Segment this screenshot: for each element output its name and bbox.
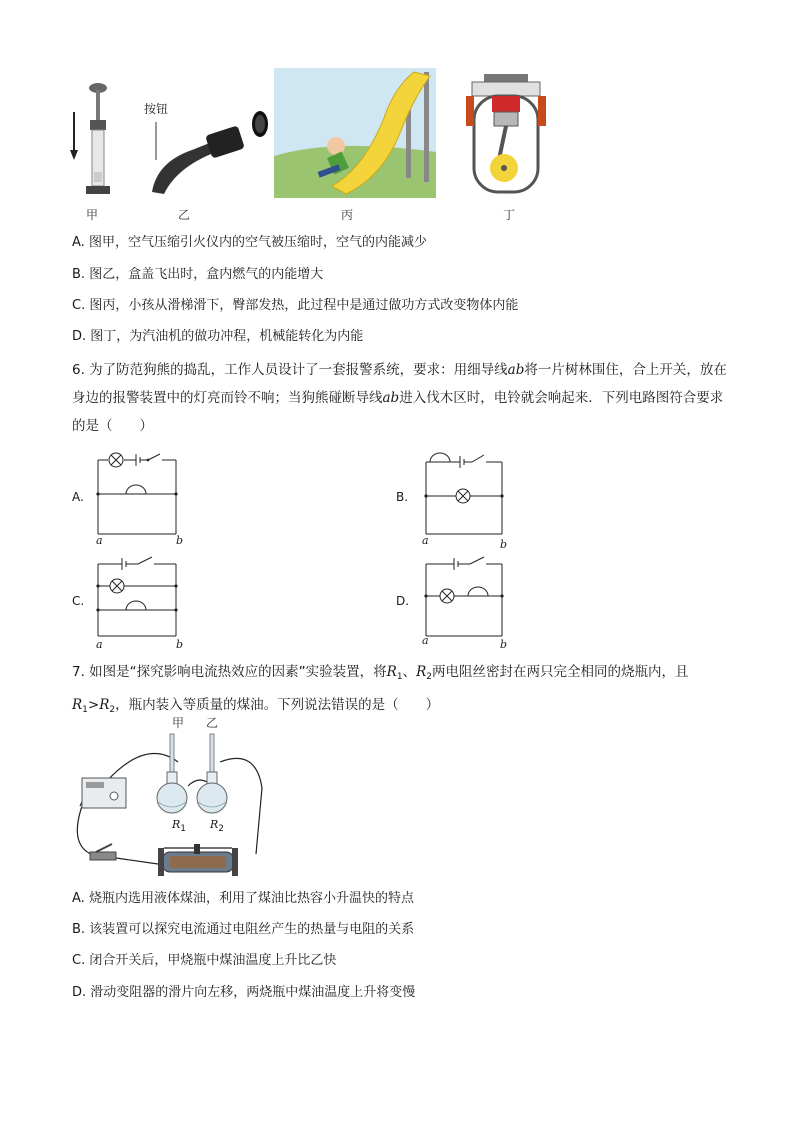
q5-option-c[interactable]: C. 图丙，小孩从滑梯滑下，臀部发热，此过程中是通过做功方式改变物体内能 <box>72 298 519 313</box>
circuit-diagram-c <box>94 550 180 642</box>
q5-option-d[interactable]: D. 图丁，为汽油机的做功冲程，机械能转化为内能 <box>72 329 364 344</box>
r2-label: $R_2$ <box>210 818 225 834</box>
q6-stem: 6. 为了防范狗熊的捣乱，工作人员设计了一套报警系统，要求：用细导线ab将一片树林围住，合上开关，放在身边的报警装置中的灯亮而铃不响；当狗熊碰断导线ab进入伐木区时，电铃就会响起来．下列电路图符合要求的是（ ） <box>72 362 727 434</box>
circuit-diagram-d <box>422 550 508 642</box>
point-b-label: b <box>176 534 184 547</box>
q7-option-d[interactable]: D. 滑动变阻器的滑片向左移，两烧瓶中煤油温度上升将变慢 <box>72 985 416 1000</box>
circuit-option-a[interactable] <box>72 446 192 546</box>
engine-cylinder-figure <box>464 72 548 196</box>
point-b-label: b <box>176 638 184 651</box>
r1-label: $R_1$ <box>172 818 187 834</box>
circuit-label-b: B. <box>396 490 409 504</box>
q7-option-b[interactable]: B. 该装置可以探究电流通过电阻丝产生的热量与电阻的关系 <box>72 922 415 937</box>
circuit-label-a: A. <box>72 490 84 504</box>
caption-ding: 丁 <box>503 208 516 222</box>
circuit-option-b[interactable] <box>396 446 516 551</box>
point-b-label: b <box>500 538 508 551</box>
q7-stem: 7. 如图是“探究影响电流热效应的因素”实验装置，将$R_1$、$R_2$两电阻丝密封在两只完全相同的烧瓶内，且$R_1>R_2$，瓶内装入等质量的煤油。下列说法错误的是（ ） <box>72 664 689 715</box>
q7-option-a[interactable]: A. 烧瓶内选用液体煤油，利用了煤油比热容小升温快的特点 <box>72 891 414 906</box>
point-a-label: a <box>422 534 429 547</box>
caption-bing: 丙 <box>341 208 354 222</box>
combustion-box-figure <box>132 102 272 202</box>
circuit-option-d[interactable] <box>396 550 516 650</box>
circuit-diagram-b <box>422 446 508 538</box>
button-label: 按钮 <box>144 102 169 116</box>
circuit-option-c[interactable] <box>72 550 192 650</box>
heating-apparatus-figure <box>66 714 306 884</box>
circuit-label-c: C. <box>72 594 85 608</box>
point-a-label: a <box>96 638 103 651</box>
q7-option-c[interactable]: C. 闭合开关后，甲烧瓶中煤油温度上升比乙快 <box>72 953 337 968</box>
q5-option-b[interactable]: B. 图乙，盒盖飞出时，盒内燃气的内能增大 <box>72 267 324 282</box>
q5-option-a[interactable]: A. 图甲，空气压缩引火仪内的空气被压缩时，空气的内能减少 <box>72 235 427 250</box>
point-b-label: b <box>500 638 508 651</box>
point-a-label: a <box>96 534 103 547</box>
flask-label-jia: 甲 <box>172 716 185 730</box>
caption-jia: 甲 <box>86 208 99 222</box>
slide-scene-figure <box>274 68 436 198</box>
figure-row <box>60 62 680 222</box>
flask-label-yi: 乙 <box>206 716 219 730</box>
circuit-diagram-a <box>94 450 180 536</box>
apparatus-drawing <box>66 728 306 884</box>
air-compression-igniter-figure <box>68 76 118 216</box>
point-a-label: a <box>422 634 429 647</box>
caption-yi: 乙 <box>178 208 191 222</box>
circuit-label-d: D. <box>396 594 410 608</box>
